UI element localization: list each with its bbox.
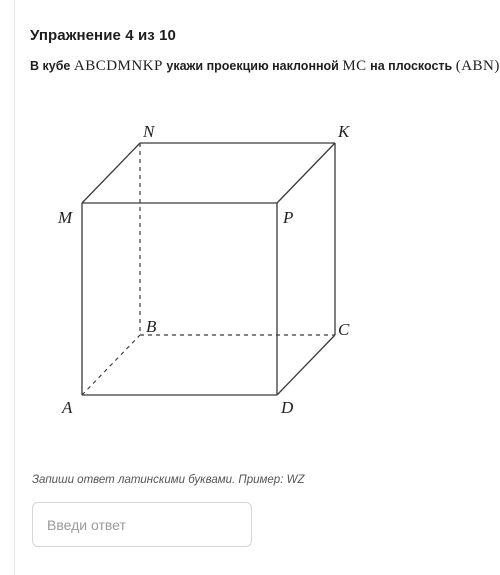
answer-input[interactable] — [32, 502, 252, 547]
edge-PK — [277, 143, 335, 203]
vertex-label-B: B — [146, 317, 157, 336]
vertex-label-D: D — [281, 398, 294, 417]
cube-figure — [0, 110, 500, 440]
task-plane-text: на плоскость — [370, 59, 453, 73]
segment-name: MC — [342, 58, 367, 74]
vertex-label-K: K — [338, 122, 350, 141]
task-prefix: В кубе — [30, 59, 71, 73]
edge-DC — [277, 335, 335, 395]
exercise-title: Упражнение 4 из 10 — [30, 27, 176, 44]
vertex-label-M: M — [58, 208, 73, 227]
cube-drawing — [0, 110, 500, 440]
edge-AB-hidden — [82, 335, 140, 395]
vertex-label-N: N — [143, 122, 155, 141]
vertex-label-C: C — [338, 320, 350, 339]
vertex-label-P: P — [283, 208, 294, 227]
vertex-label-A: A — [62, 398, 73, 417]
cube-name: ABCDMNKP — [73, 58, 163, 74]
task-text — [30, 58, 500, 75]
answer-hint: Запиши ответ латинскими буквами. Пример: WZ — [32, 474, 305, 486]
edge-MN — [82, 143, 140, 203]
task-middle: укажи проекцию наклонной — [166, 59, 339, 73]
plane-name: (ABN) — [455, 58, 500, 74]
